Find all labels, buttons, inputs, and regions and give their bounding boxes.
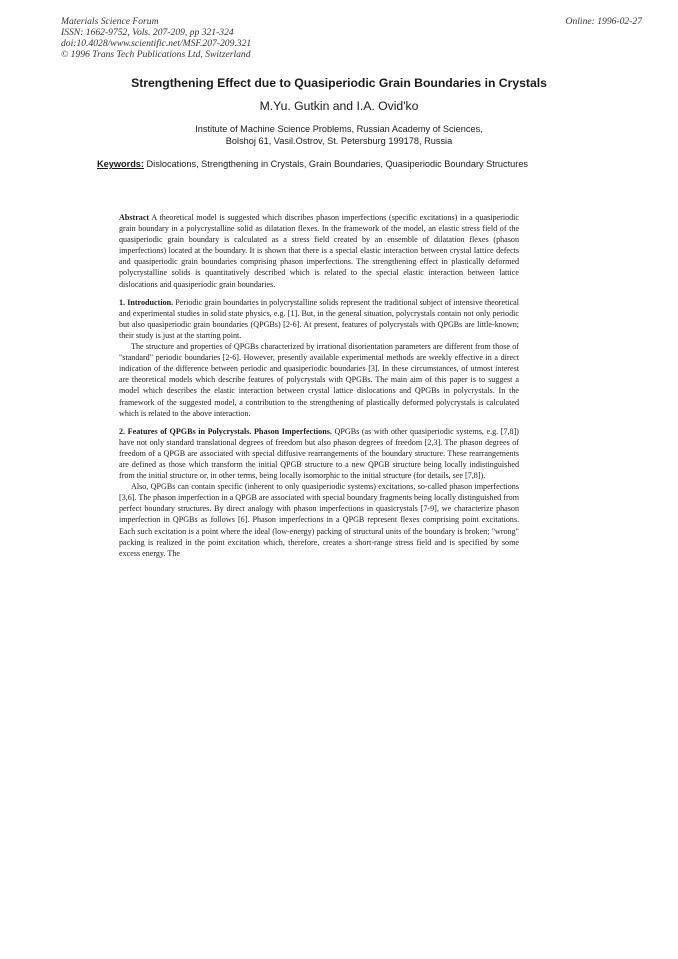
- doi-line: doi:10.4028/www.scientific.net/MSF.207-209.321: [61, 38, 252, 49]
- affiliation-line-2: Bolshoj 61, Vasil.Ostrov, St. Petersburg 199178, Russia: [225, 136, 453, 146]
- paragraph-text: QPGBs (as with other quasiperiodic systems, e.g. [7,8]) have not only standard translational degrees of freedom but also phason degrees of freedom [2,3]. The phason degrees of freedom of a QPGB are associated with special diffusive rearrangements of the boundary structure. These rearrangements are defined as those which transform the initial QPGB structure to a new QPGB structure being locally indistinguished from the initial structure or, in other terms, being locally isomorphic to the initial structure (for details, see [7,8]).: [119, 426, 519, 481]
- affiliation: [0, 123, 678, 147]
- abstract-text: A theoretical model is suggested which discribes phason imperfections (specific excitations) in a quasiperiodic grain boundary in a polycrystalline solid as dilatation flexes. In the framework of the model, an elastic stress field of the quasiperiodic grain boundary is calculated as a stress field created by an ensemble of dilatation flexes (phason imperfections) located at the boundary. It is shown that there is a special elastic interaction between crystal lattice defects and quasiperiodic grain boundaries comprising phason imperfections. The strengthening effect in plastically deformed polycrystalline solids is quantitatively described which is related to the special elastic interaction between lattice dislocations and quasiperiodic grain boundaries.: [119, 213, 519, 289]
- paper-authors: M.Yu. Gutkin and I.A. Ovid'ko: [259, 99, 419, 113]
- paper-body: [119, 212, 519, 559]
- section-1-paragraph-2: The structure and properties of QPGBs characterized by irrational disorientation parameters are different from those of "standard" periodic boundaries [2-6]. However, presently available experimental methods are weekly effective in a direct indication of the difference between periodic and quasiperiodic boundaries [3]. In these circumstances, of utmost interest are theoretical models which describe features of polycrystals with QPGBs. The main aim of this paper is to suggest a model which describes the elastic interaction between crystal lattice dislocations and QPGBs in polycrystals. In the framework of the suggested model, a contribution to the strengthening of plastically deformed polycrystals is calculated which is related to the above interaction.: [119, 342, 519, 418]
- online-date: Online: 1996-02-27: [565, 16, 642, 27]
- journal-header: [61, 16, 251, 60]
- keywords-text: Dislocations, Strengthening in Crystals, Grain Boundaries, Quasiperiodic Boundary Structures: [146, 159, 529, 169]
- keywords-label: Keywords:: [97, 159, 144, 169]
- section-heading: 1. Introduction.: [119, 297, 174, 307]
- section-1-paragraph-1: [119, 297, 519, 341]
- section-2-paragraph-2: Also, QPGBs can contain specific (inherent to only quasiperiodic systems) excitations, so-called phason imperfections [3,6]. The phason imperfection in a QPGB are associated with special boundary fragments being locally distinguished from perfect boundary structures. By direct analogy with phason imperfections in quasicrystals [7-9], we characterize phason imperfection in QPGBs as follows [6]. Phason imperfections in a QPGB represent flexes comprising point excitations. Each such excitation is a point where the ideal (low-energy) packing of structural units of the boundary is broken; "wrong" packing is realized in the point excitation which, therefore, creates a short-range stress field and is specified by some excess energy. The: [119, 482, 519, 558]
- copyright-line: © 1996 Trans Tech Publications Ltd, Switzerland: [61, 49, 251, 60]
- issn-line: ISSN: 1662-9752, Vols. 207-209, pp 321-324: [61, 27, 234, 38]
- abstract-label: Abstract: [119, 213, 150, 222]
- keywords: [97, 158, 557, 170]
- section-2-paragraph-1: [119, 426, 519, 481]
- section-heading: 2. Features of QPGBs in Polycrystals. Phason Imperfections.: [119, 426, 332, 436]
- paper-title: Strengthening Effect due to Quasiperiodic Grain Boundaries in Crystals: [131, 76, 547, 90]
- affiliation-line-1: Institute of Machine Science Problems, Russian Academy of Sciences,: [195, 124, 483, 134]
- abstract: [119, 212, 519, 290]
- paragraph-text: Periodic grain boundaries in polycrystalline solids represent the traditional subject of intensive theoretical and experimental studies in solid state physics, e.g. [1]. But, in the general situation, polycrystals contain not only periodic but also quasiperiodic grain boundaries (QPGBs) [2-6]. At present, features of polycrystals with QPGBs are little-known; their study is just at the starting point.: [119, 297, 519, 340]
- journal-name: Materials Science Forum: [61, 16, 159, 27]
